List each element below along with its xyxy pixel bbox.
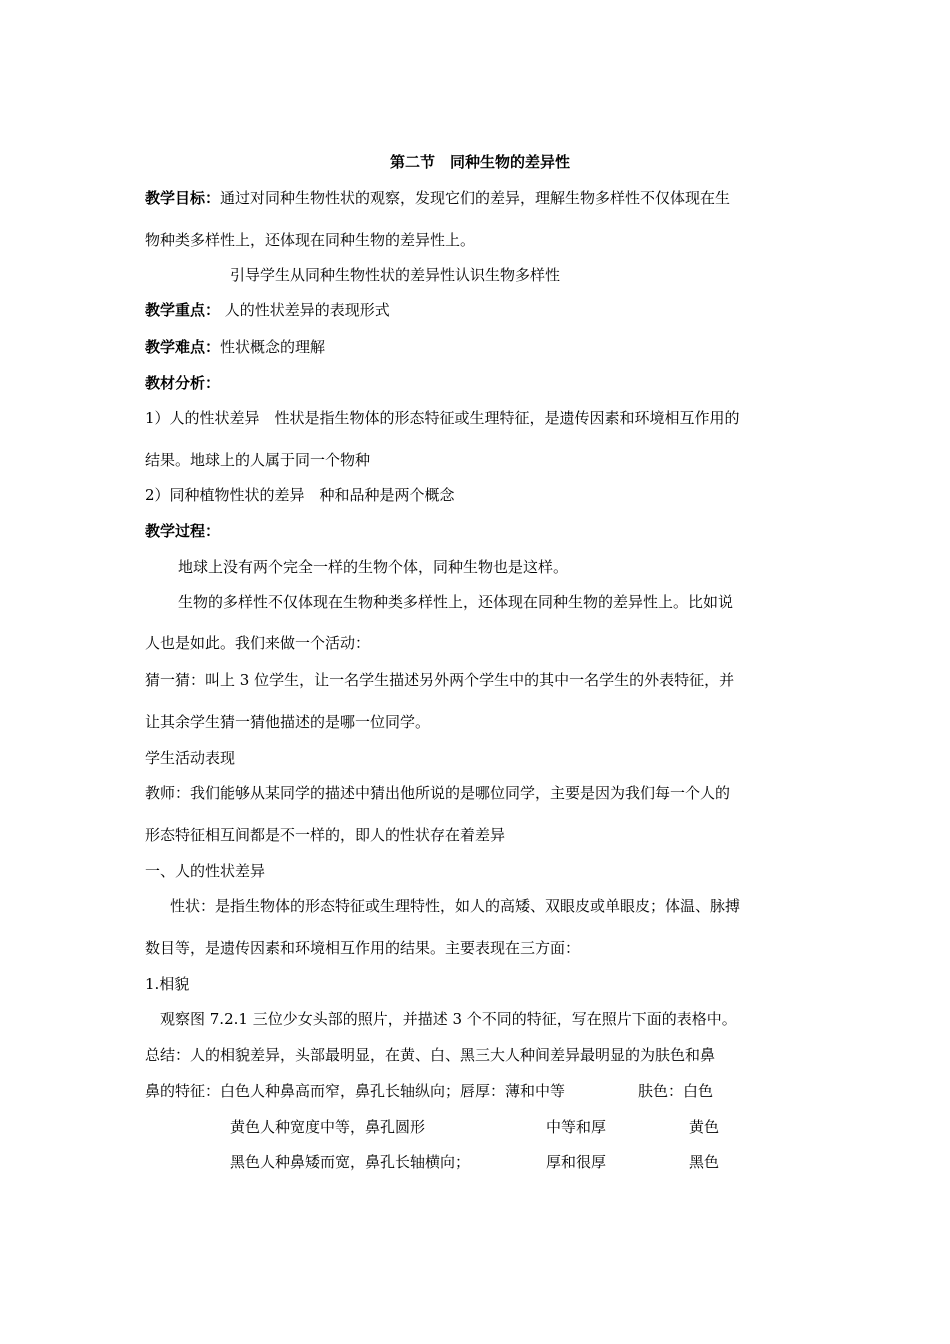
process-p2-line2: 人也是如此。我们来做一个活动：: [145, 634, 371, 652]
key-point-text: 人的性状差异的表现形式: [220, 301, 390, 319]
guess-line2: 让其余学生猜一猜他描述的是哪一位同学。: [145, 713, 431, 731]
subheading-appearance: 1.相貌: [145, 975, 190, 993]
section-heading-1: 一、人的性状差异: [145, 862, 266, 880]
difficulty-line: [145, 337, 325, 357]
teacher-line1: 教师：我们能够从某同学的描述中猜出他所说的是哪位同学，主要是因为我们每一个人的: [145, 784, 731, 802]
guess-line1: 猜一猜：叫上 3 位学生，让一名学生描述另外两个学生中的其中一名学生的外表特征，并: [145, 671, 735, 689]
process-label: 教学过程：: [145, 522, 221, 540]
nose-row-1: [145, 1081, 565, 1101]
goal-text-1: 通过对同种生物性状的观察，发现它们的差异，理解生物多样性不仅体现在生: [220, 189, 731, 207]
skin-row-1: [638, 1081, 713, 1101]
trait-line1: 性状：是指生物体的形态特征或生理特性，如人的高矮、双眼皮或单眼皮；体温、脉搏: [170, 897, 741, 915]
key-point-line: [145, 300, 390, 320]
analysis-item1-line2: 结果。地球上的人属于同一个物种: [145, 451, 371, 469]
observe-line: 观察图 7.2.1 三位少女头部的照片，并描述 3 个不同的特征，写在照片下面的表格中。: [160, 1010, 737, 1028]
analysis-item1-line1: 1）人的性状差异 性状是指生物体的形态特征或生理特征，是遗传因素和环境相互作用的: [145, 409, 740, 427]
summary-line: 总结：人的相貌差异，头部最明显，在黄、白、黑三大人种间差异最明显的为肤色和鼻: [145, 1046, 716, 1064]
skin-white: 白色: [683, 1082, 714, 1100]
skin-black: 黑色: [689, 1153, 720, 1171]
nose-label: 鼻的特征：: [145, 1082, 221, 1100]
key-point-label: 教学重点：: [145, 301, 221, 319]
skin-yellow: 黄色: [689, 1118, 720, 1136]
analysis-item2: 2）同种植物性状的差异 种和品种是两个概念: [145, 486, 455, 504]
trait-line2: 数目等，是遗传因素和环境相互作用的结果。主要表现在三方面：: [145, 939, 581, 957]
nose-black: 黑色人种鼻矮而宽，鼻孔长轴横向；: [230, 1153, 471, 1171]
lip-label: 唇厚：: [460, 1082, 506, 1100]
difficulty-label: 教学难点：: [145, 338, 221, 356]
lip-black: 厚和很厚: [546, 1153, 607, 1171]
process-p1: 地球上没有两个完全一样的生物个体，同种生物也是这样。: [178, 558, 569, 576]
goal-line-2: 物种类多样性上，还体现在同种生物的差异性上。: [145, 231, 476, 249]
lip-white: 薄和中等: [505, 1082, 566, 1100]
student-activity: 学生活动表现: [145, 749, 236, 767]
skin-label: 肤色：: [638, 1082, 684, 1100]
nose-white: 白色人种鼻高而窄，鼻孔长轴纵向；: [220, 1082, 461, 1100]
teacher-line2: 形态特征相互间都是不一样的，即人的性状存在着差异: [145, 826, 506, 844]
page-title: 第二节 同种生物的差异性: [390, 153, 571, 171]
goal-line-1: [145, 188, 730, 208]
lip-yellow: 中等和厚: [546, 1118, 607, 1136]
nose-yellow: 黄色人种宽度中等，鼻孔圆形: [230, 1118, 426, 1136]
analysis-label: 教材分析：: [145, 374, 221, 392]
goal-line-3: 引导学生从同种生物性状的差异性认识生物多样性: [230, 266, 561, 284]
process-p2-line1: 生物的多样性不仅体现在生物种类多样性上，还体现在同种生物的差异性上。比如说: [178, 593, 734, 611]
difficulty-text: 性状概念的理解: [220, 338, 326, 356]
goal-label: 教学目标：: [145, 189, 221, 207]
